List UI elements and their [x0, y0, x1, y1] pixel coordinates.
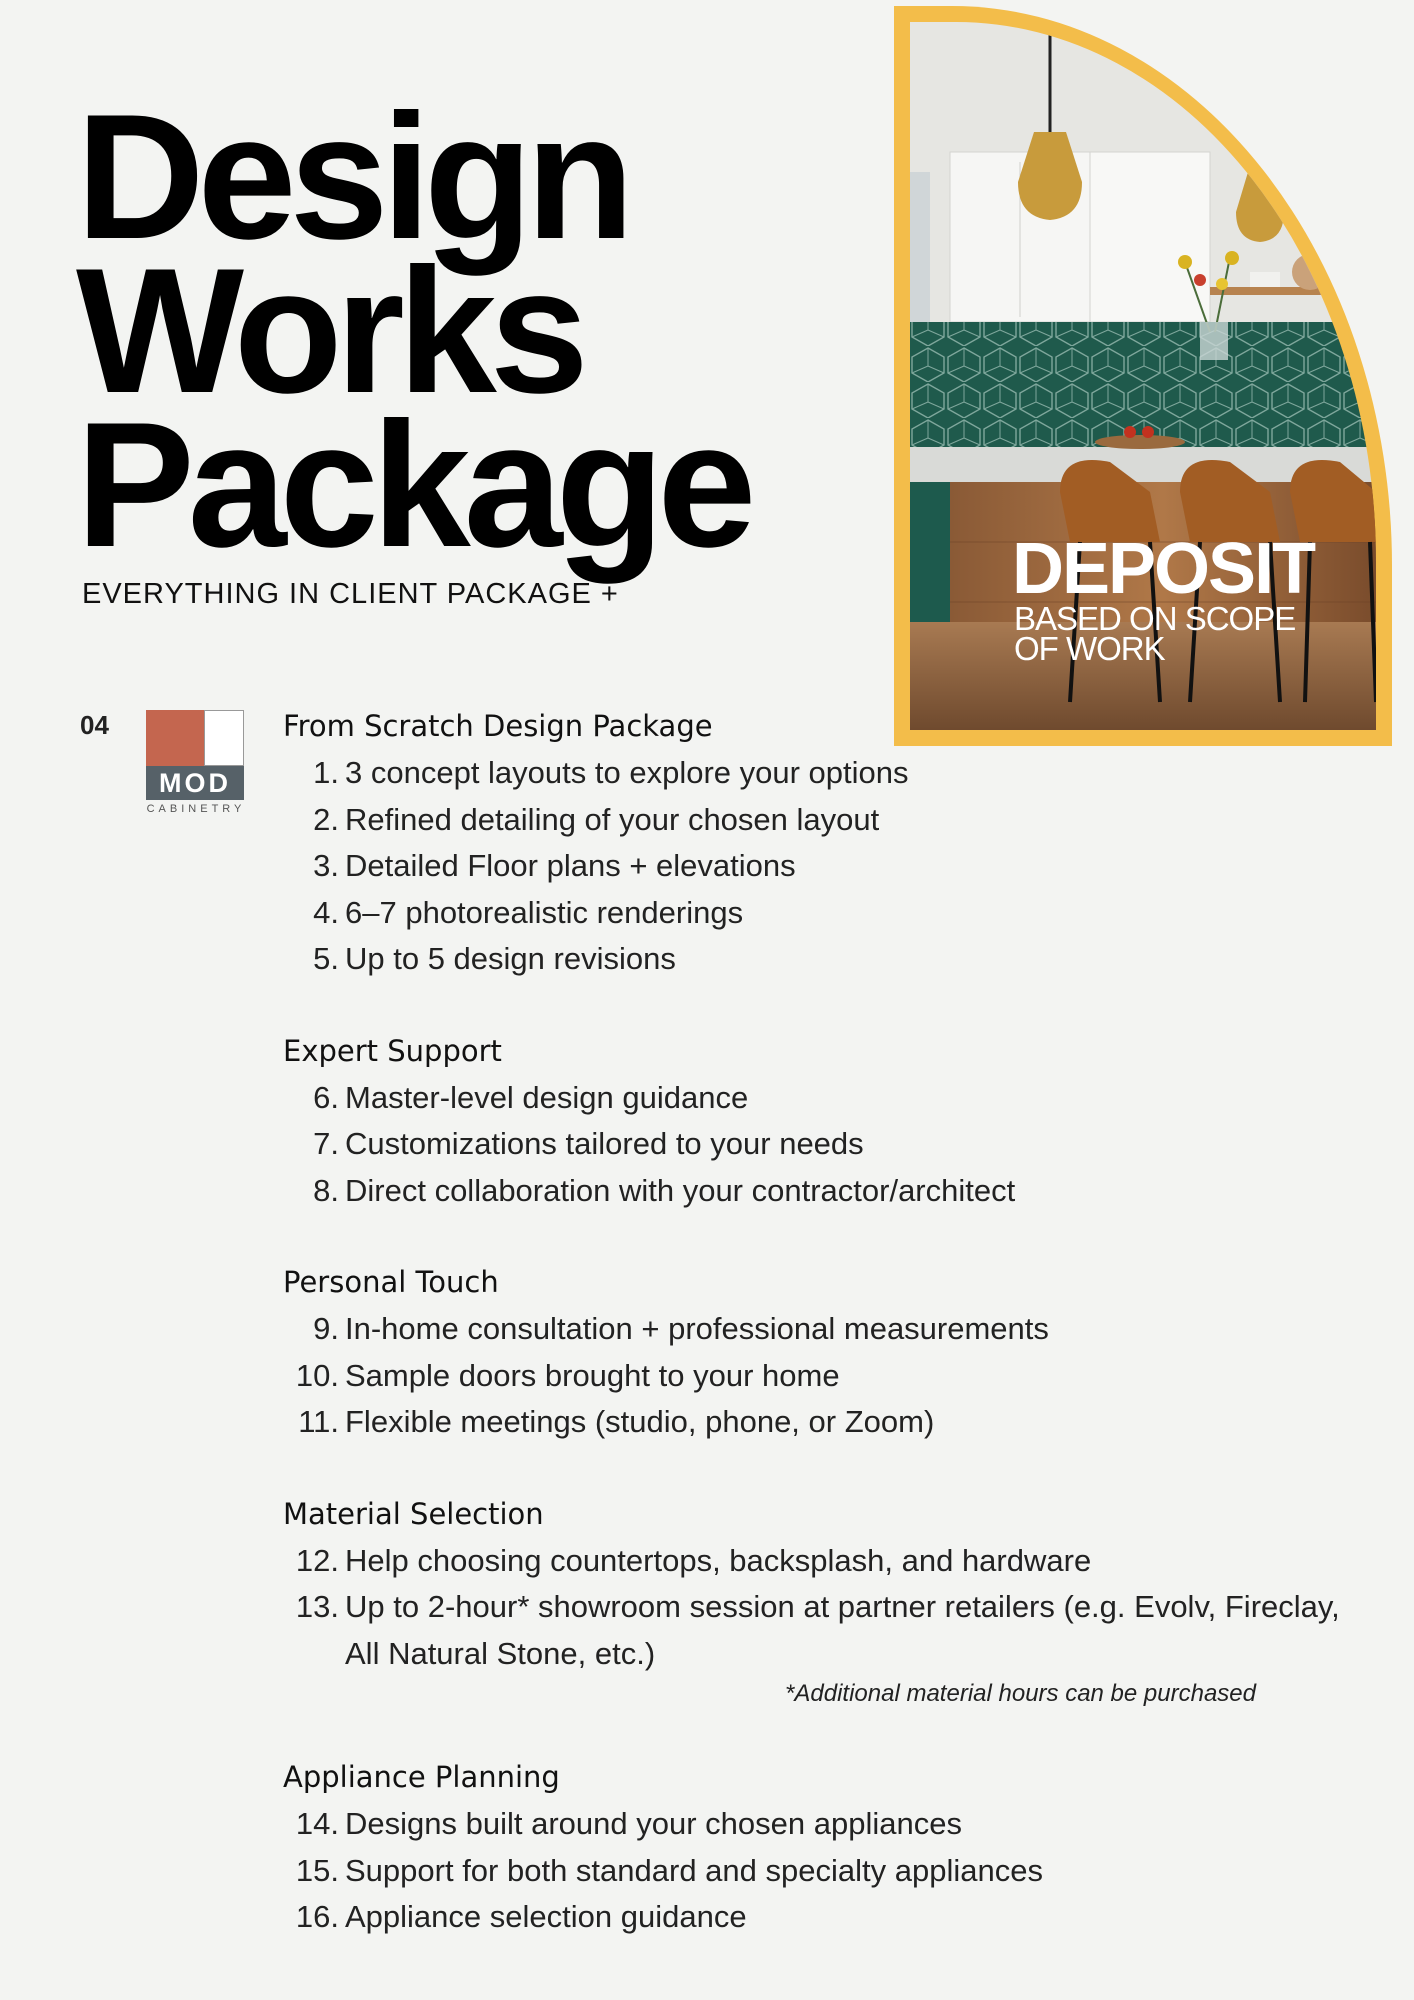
logo-mark — [146, 710, 246, 766]
list-item — [283, 843, 1363, 890]
list-item — [283, 1399, 1363, 1446]
list-item — [283, 1584, 1363, 1677]
item-text: Support for both standard and specialty appliances — [345, 1852, 1043, 1888]
list-item — [283, 1168, 1363, 1215]
list-item — [283, 797, 1363, 844]
list-item — [283, 1538, 1363, 1585]
logo-square-white — [204, 710, 244, 766]
item-text: 6–7 photorealistic renderings — [345, 894, 744, 930]
item-text: Flexible meetings (studio, phone, or Zoom) — [345, 1404, 935, 1439]
section-personal-touch — [283, 1262, 1363, 1446]
item-text: Up to 5 design revisions — [345, 941, 676, 976]
list-item — [283, 1848, 1363, 1895]
item-number: 15. — [295, 1852, 339, 1888]
list-item — [283, 1075, 1363, 1122]
item-number: 2. — [313, 801, 339, 837]
item-text: Detailed Floor plans + elevations — [345, 848, 796, 883]
section-material-selection — [283, 1494, 1363, 1710]
item-text: Direct collaboration with your contractor/architect — [345, 1172, 1016, 1208]
item-number: 6. — [313, 1079, 339, 1115]
logo-square-accent — [146, 710, 204, 766]
item-text: 3 concept layouts to explore your options — [345, 755, 909, 790]
list-item — [283, 1801, 1363, 1848]
section-expert-support — [283, 1031, 1363, 1215]
item-text: Appliance selection guidance — [345, 1899, 747, 1934]
list-item — [283, 750, 1363, 797]
deposit-subtitle: BASED ON SCOPE OF WORK — [1014, 600, 1296, 667]
item-text: Customizations tailored to your needs — [345, 1126, 864, 1161]
item-list — [283, 750, 1363, 983]
item-number: 10. — [295, 1357, 339, 1393]
item-text: Designs built around your chosen appliances — [345, 1806, 962, 1841]
item-number: 12. — [295, 1542, 339, 1578]
item-number: 9. — [313, 1311, 339, 1346]
item-list — [283, 1801, 1363, 1941]
item-list — [283, 1075, 1363, 1215]
list-item — [283, 1894, 1363, 1941]
item-number: 4. — [313, 894, 339, 930]
item-text: Sample doors brought to your home — [345, 1357, 840, 1393]
title-line: Design — [76, 77, 628, 276]
list-item — [283, 1121, 1363, 1168]
section-title: From Scratch Design Package — [283, 709, 713, 743]
item-number: 7. — [313, 1126, 339, 1161]
package-content — [283, 706, 1363, 1989]
item-list — [283, 1306, 1363, 1446]
page-subtitle: EVERYTHING IN CLIENT PACKAGE + — [82, 578, 619, 610]
item-number: 13. — [295, 1589, 339, 1624]
mod-cabinetry-logo — [146, 710, 246, 815]
item-number: 3. — [313, 848, 339, 883]
deposit-title: DEPOSIT — [1012, 529, 1315, 609]
section-title: Expert Support — [283, 1033, 502, 1068]
item-number: 5. — [313, 941, 339, 976]
section-title: Personal Touch — [283, 1265, 499, 1299]
list-item — [283, 936, 1363, 983]
section-title: Appliance Planning — [283, 1760, 560, 1794]
list-item — [283, 890, 1363, 937]
item-text: Help choosing countertops, backsplash, and hardware — [345, 1542, 1092, 1578]
page-title — [76, 77, 750, 584]
item-number: 11. — [298, 1404, 339, 1439]
title-line: Package — [76, 385, 750, 584]
item-list — [283, 1538, 1363, 1678]
item-number: 14. — [295, 1806, 339, 1841]
list-item — [283, 1353, 1363, 1400]
item-text: In-home consultation + professional measurements — [345, 1311, 1049, 1346]
list-item — [283, 1306, 1363, 1353]
item-number: 8. — [313, 1172, 339, 1208]
title-line: Works — [76, 231, 582, 430]
item-number: 1. — [313, 755, 339, 790]
logo-mod-text: MOD — [146, 766, 244, 800]
section-title: Material Selection — [283, 1496, 544, 1531]
section-from-scratch — [283, 706, 1363, 983]
page-number: 04 — [80, 710, 109, 740]
item-text: Refined detailing of your chosen layout — [345, 801, 880, 837]
logo-cabinetry-text: CABINETRY — [146, 803, 246, 815]
item-text: Master-level design guidance — [345, 1079, 749, 1115]
item-number: 16. — [295, 1899, 339, 1934]
footnote: *Additional material hours can be purchased — [785, 1680, 1256, 1707]
section-appliance-planning — [283, 1757, 1363, 1941]
item-text: Up to 2-hour* showroom session at partner retailers (e.g. Evolv, Fireclay, All Natural Stone, etc.) — [345, 1589, 1340, 1671]
